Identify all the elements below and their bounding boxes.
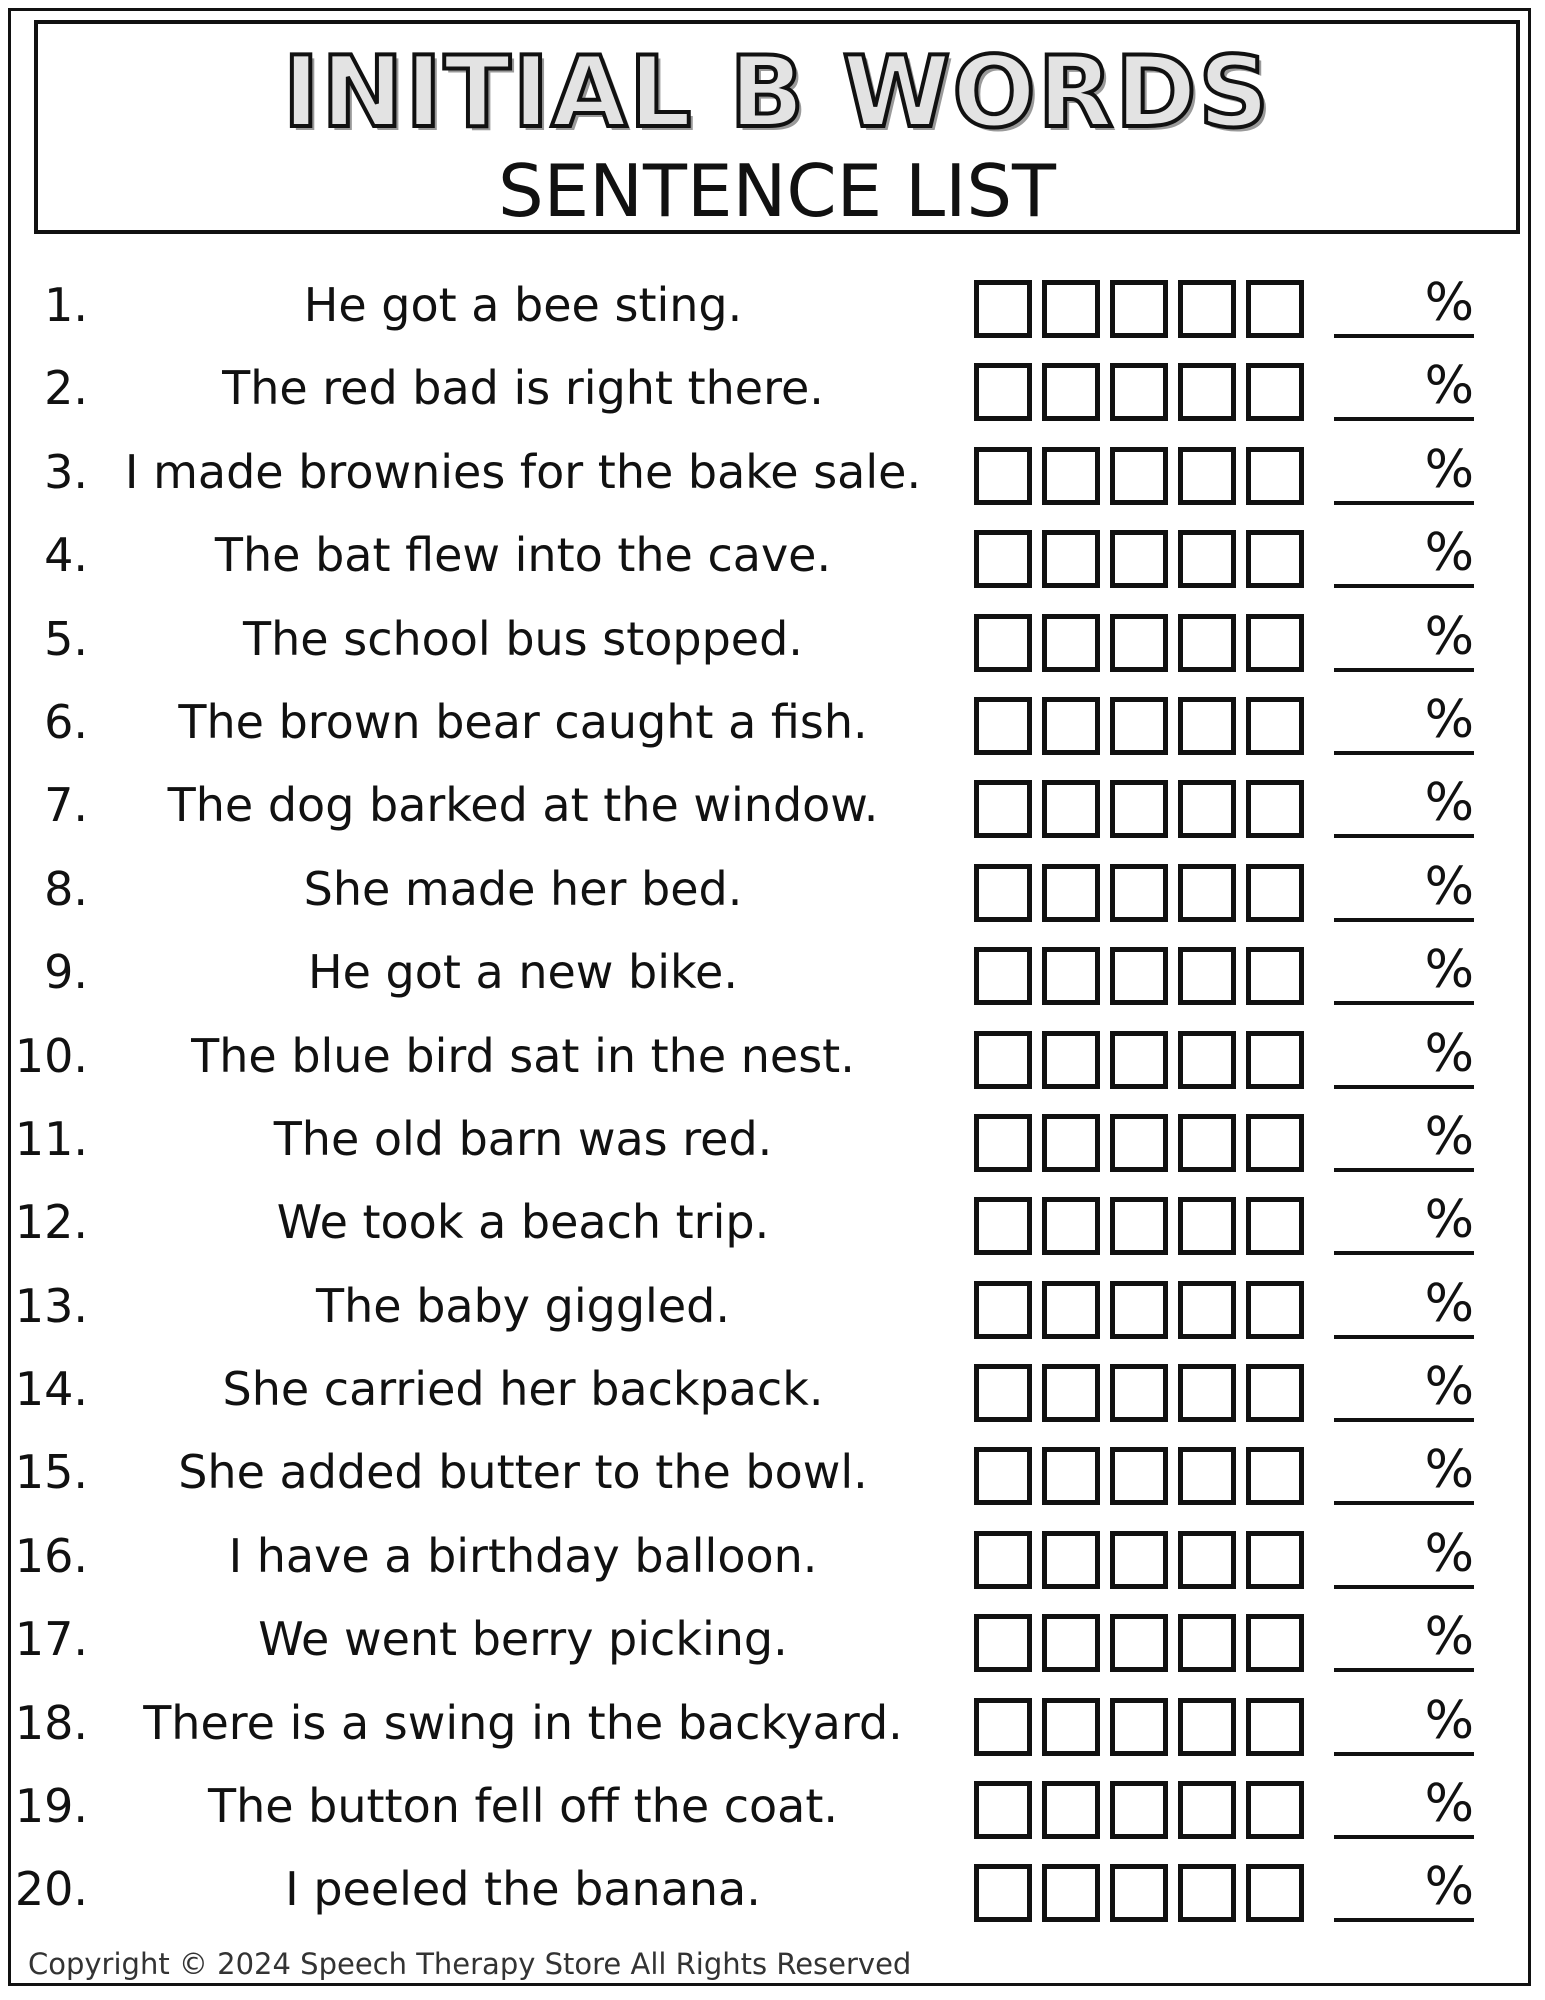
trial-checkbox[interactable] [1246,1864,1304,1922]
sentence-text: She made her bed. [303,861,743,916]
sentence-text: I made brownies for the bake sale. [124,444,922,499]
trial-checkbox-group [974,447,1304,501]
trial-checkbox[interactable] [974,1031,1032,1089]
trial-checkbox[interactable] [1178,1031,1236,1089]
trial-checkbox[interactable] [1178,363,1236,421]
trial-checkbox[interactable] [974,1197,1032,1255]
trial-checkbox[interactable] [1246,1197,1304,1255]
trial-checkbox[interactable] [1110,1447,1168,1505]
trial-checkbox[interactable] [1042,447,1100,505]
trial-checkbox[interactable] [1178,1864,1236,1922]
trial-checkbox[interactable] [1110,1698,1168,1756]
sentence-text: The red bad is right there. [222,361,824,416]
sentence-row [0,681,1545,764]
sentence-number: 4. [44,528,88,583]
trial-checkbox[interactable] [1178,947,1236,1005]
trial-checkbox[interactable] [1110,280,1168,338]
sentence-text: I have a birthday balloon. [228,1528,818,1583]
sentence-number: 5. [44,611,88,666]
percent-score-blank[interactable]: % [1334,939,1474,1005]
trial-checkbox-group [974,947,1304,1001]
trial-checkbox-group [974,1614,1304,1668]
trial-checkbox[interactable] [1110,864,1168,922]
sentence-text: The old barn was red. [273,1111,773,1166]
trial-checkbox[interactable] [1178,864,1236,922]
percent-score-blank[interactable]: % [1334,1856,1474,1922]
sentence-text: The bat flew into the cave. [214,528,832,583]
trial-checkbox[interactable] [1042,530,1100,588]
sentence-row [0,347,1545,430]
trial-checkbox[interactable] [974,864,1032,922]
trial-checkbox[interactable] [1246,614,1304,672]
trial-checkbox[interactable] [1042,1781,1100,1839]
trial-checkbox[interactable] [1246,1031,1304,1089]
sentence-row [0,1098,1545,1181]
percent-score-blank[interactable]: % [1334,1773,1474,1839]
sentence-row [0,1515,1545,1598]
trial-checkbox[interactable] [1178,1197,1236,1255]
sentence-text: I peeled the banana. [285,1862,761,1917]
sentence-number: 1. [44,278,88,332]
trial-checkbox[interactable] [1042,1364,1100,1422]
sentence-row [0,931,1545,1014]
trial-checkbox[interactable] [1110,1364,1168,1422]
trial-checkbox[interactable] [1110,363,1168,421]
sentence-number: 8. [44,861,88,916]
sentence-row [0,1848,1545,1931]
sentence-text: The brown bear caught a fish. [178,694,868,749]
sentence-number: 17. [14,1612,88,1667]
trial-checkbox[interactable] [1110,1781,1168,1839]
copyright-notice: Copyright © 2024 Speech Therapy Store All Rights Reserved [28,1947,912,1981]
sentence-number: 18. [14,1695,88,1750]
trial-checkbox[interactable] [1246,363,1304,421]
title-box [34,20,1520,234]
trial-checkbox[interactable] [1110,1614,1168,1672]
percent-score-blank[interactable]: % [1334,606,1474,672]
trial-checkbox[interactable] [974,1281,1032,1339]
sentence-row [0,1598,1545,1681]
percent-score-blank[interactable]: % [1334,772,1474,838]
trial-checkbox[interactable] [1110,1197,1168,1255]
trial-checkbox[interactable] [974,1864,1032,1922]
trial-checkbox-group [974,614,1304,668]
trial-checkbox[interactable] [974,947,1032,1005]
trial-checkbox[interactable] [1178,280,1236,338]
trial-checkbox[interactable] [1246,530,1304,588]
trial-checkbox[interactable] [1178,1281,1236,1339]
trial-checkbox[interactable] [1246,780,1304,838]
trial-checkbox[interactable] [1110,447,1168,505]
trial-checkbox-group [974,363,1304,417]
trial-checkbox[interactable] [1246,447,1304,505]
percent-score-blank[interactable]: % [1334,689,1474,755]
trial-checkbox[interactable] [1110,1031,1168,1089]
trial-checkbox[interactable] [1110,947,1168,1005]
trial-checkbox[interactable] [1042,697,1100,755]
trial-checkbox[interactable] [1178,1614,1236,1672]
sentence-number: 3. [44,444,88,499]
trial-checkbox-group [974,280,1304,334]
trial-checkbox[interactable] [1178,1531,1236,1589]
sentence-text: The button fell off the coat. [207,1779,839,1834]
sentence-number: 12. [14,1195,88,1250]
trial-checkbox[interactable] [1246,1364,1304,1422]
trial-checkbox-group [974,1031,1304,1085]
trial-checkbox-group [974,530,1304,584]
sentence-text: The baby giggled. [316,1278,730,1333]
sentence-number: 15. [14,1445,88,1500]
sentence-number: 16. [14,1528,88,1583]
trial-checkbox[interactable] [1246,1281,1304,1339]
trial-checkbox[interactable] [974,1781,1032,1839]
percent-score-blank[interactable]: % [1334,856,1474,922]
trial-checkbox[interactable] [1246,1531,1304,1589]
trial-checkbox[interactable] [1042,1531,1100,1589]
trial-checkbox[interactable] [1110,1531,1168,1589]
trial-checkbox[interactable] [974,1364,1032,1422]
sentence-number: 20. [14,1862,88,1917]
sentence-row [0,1765,1545,1848]
trial-checkbox-group [974,780,1304,834]
sentence-number: 6. [44,694,88,749]
trial-checkbox[interactable] [1246,1114,1304,1172]
percent-score-blank[interactable]: % [1334,1106,1474,1172]
trial-checkbox[interactable] [1110,780,1168,838]
percent-score-blank[interactable]: % [1334,272,1474,338]
trial-checkbox-group [974,1698,1304,1752]
sentence-text: The blue bird sat in the nest. [191,1028,855,1083]
trial-checkbox-group [974,1364,1304,1418]
trial-checkbox[interactable] [1110,614,1168,672]
sentence-text: The dog barked at the window. [167,778,879,833]
sentence-row [0,1181,1545,1264]
trial-checkbox-group [974,1864,1304,1918]
sentence-row [0,1682,1545,1765]
trial-checkbox[interactable] [974,530,1032,588]
trial-checkbox[interactable] [1042,1114,1100,1172]
sentence-number: 11. [14,1111,88,1166]
percent-score-blank[interactable]: % [1334,522,1474,588]
trial-checkbox[interactable] [1110,530,1168,588]
sentence-row [0,514,1545,597]
sentence-text: She added butter to the bowl. [178,1445,868,1500]
trial-checkbox[interactable] [1178,780,1236,838]
trial-checkbox[interactable] [1246,1447,1304,1505]
sentence-number: 2. [44,361,88,416]
sentence-row [0,1431,1545,1514]
trial-checkbox[interactable] [974,280,1032,338]
sentence-number: 10. [14,1028,88,1083]
trial-checkbox[interactable] [974,697,1032,755]
trial-checkbox[interactable] [1178,1698,1236,1756]
sentence-row [0,848,1545,931]
percent-score-blank[interactable]: % [1334,355,1474,421]
trial-checkbox[interactable] [1178,447,1236,505]
trial-checkbox[interactable] [1042,947,1100,1005]
sentence-list [0,264,1545,1932]
trial-checkbox[interactable] [1246,864,1304,922]
sentence-text: She carried her backpack. [222,1362,824,1417]
trial-checkbox[interactable] [1042,780,1100,838]
percent-score-blank[interactable]: % [1334,1439,1474,1505]
trial-checkbox[interactable] [1178,697,1236,755]
sentence-text: He got a bee sting. [303,278,743,332]
trial-checkbox-group [974,1197,1304,1251]
trial-checkbox[interactable] [974,447,1032,505]
sentence-text: We went berry picking. [258,1612,788,1667]
percent-score-blank[interactable]: % [1334,439,1474,505]
trial-checkbox-group [974,1781,1304,1835]
sentence-text: He got a new bike. [308,945,738,1000]
trial-checkbox-group [974,697,1304,751]
page-title: INITIAL B WORDS [282,36,1272,150]
sentence-text: There is a swing in the backyard. [143,1695,903,1750]
percent-score-blank[interactable]: % [1334,1189,1474,1255]
sentence-text: We took a beach trip. [276,1195,770,1250]
trial-checkbox[interactable] [1246,280,1304,338]
trial-checkbox[interactable] [974,363,1032,421]
trial-checkbox[interactable] [1246,1781,1304,1839]
sentence-number: 19. [14,1779,88,1834]
percent-score-blank[interactable]: % [1334,1273,1474,1339]
trial-checkbox[interactable] [1110,1864,1168,1922]
trial-checkbox[interactable] [1110,1114,1168,1172]
trial-checkbox[interactable] [1178,1781,1236,1839]
trial-checkbox[interactable] [1042,1197,1100,1255]
trial-checkbox[interactable] [1042,1281,1100,1339]
trial-checkbox[interactable] [1042,1864,1100,1922]
percent-score-blank[interactable]: % [1334,1523,1474,1589]
trial-checkbox[interactable] [974,1614,1032,1672]
trial-checkbox[interactable] [1178,1114,1236,1172]
sentence-row [0,1015,1545,1098]
trial-checkbox[interactable] [1178,1364,1236,1422]
sentence-number: 9. [44,945,88,1000]
percent-score-blank[interactable]: % [1334,1023,1474,1089]
page-subtitle: SENTENCE LIST [497,149,1057,233]
percent-score-blank[interactable]: % [1334,1690,1474,1756]
trial-checkbox-group [974,1447,1304,1501]
sentence-row [0,598,1545,681]
trial-checkbox[interactable] [1246,697,1304,755]
trial-checkbox[interactable] [1042,1031,1100,1089]
trial-checkbox[interactable] [1042,864,1100,922]
percent-score-blank[interactable]: % [1334,1606,1474,1672]
trial-checkbox[interactable] [1246,947,1304,1005]
trial-checkbox-group [974,1114,1304,1168]
sentence-row [0,431,1545,514]
trial-checkbox[interactable] [1042,280,1100,338]
trial-checkbox[interactable] [1246,1614,1304,1672]
trial-checkbox[interactable] [1042,1698,1100,1756]
sentence-number: 14. [14,1362,88,1417]
sentence-text: The school bus stopped. [243,611,803,666]
trial-checkbox[interactable] [974,1114,1032,1172]
sentence-number: 7. [44,778,88,833]
sentence-number: 13. [14,1278,88,1333]
sentence-row [0,1348,1545,1431]
sentence-row [0,764,1545,847]
trial-checkbox[interactable] [1110,697,1168,755]
trial-checkbox[interactable] [1178,530,1236,588]
sentence-row [0,264,1545,347]
trial-checkbox[interactable] [1246,1698,1304,1756]
trial-checkbox[interactable] [974,1531,1032,1589]
percent-score-blank[interactable]: % [1334,1356,1474,1422]
trial-checkbox-group [974,1281,1304,1335]
trial-checkbox[interactable] [974,1447,1032,1505]
trial-checkbox[interactable] [974,780,1032,838]
trial-checkbox[interactable] [974,1698,1032,1756]
sentence-row [0,1265,1545,1348]
trial-checkbox-group [974,864,1304,918]
trial-checkbox[interactable] [1110,1281,1168,1339]
trial-checkbox[interactable] [1042,363,1100,421]
trial-checkbox[interactable] [1042,1447,1100,1505]
trial-checkbox[interactable] [1178,1447,1236,1505]
trial-checkbox[interactable] [1042,1614,1100,1672]
trial-checkbox-group [974,1531,1304,1585]
trial-checkbox[interactable] [1042,614,1100,672]
trial-checkbox[interactable] [974,614,1032,672]
trial-checkbox[interactable] [1178,614,1236,672]
